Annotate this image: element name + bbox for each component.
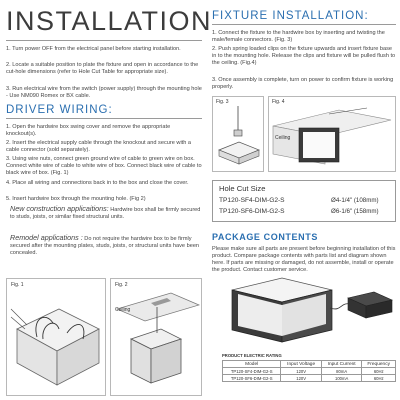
table-cell: TP120-SF4-DIM-G2-S — [223, 368, 281, 375]
driver-step-3: 3. Using wire nuts, connect green ground wire of cable to green wire on box. Connect white wire of cable to white wire of box. Connect black wire of cable to black wire of box. (Fig. 1) — [6, 156, 202, 176]
figure-2 — [110, 278, 202, 396]
hole-cut-size-2: Ø6-1/6" (158mm) — [331, 208, 379, 215]
install-step-3: 3. Run electrical wire from the switch (power supply) through the mounting hole - Use NM090 Romex or BX cable. — [6, 86, 202, 99]
hardwire-box-wiring-illustration — [7, 289, 105, 397]
install-step-1: 1. Turn power OFF from the electrical panel before starting installation. — [6, 46, 181, 52]
hole-cut-model-2: TP120-SF6-DIM-G2-S — [219, 208, 285, 215]
package-contents-text: Please make sure all parts are present before beginning installation of this product. Compare package contents with parts list and diagram shown here. If parts are missing or damaged, do not assemble, install or operate the product. Contact customer service. — [212, 246, 396, 273]
table-cell: 100mA — [321, 375, 362, 382]
table-header-current: Input Current — [321, 361, 362, 368]
figure-3 — [212, 96, 264, 172]
figure-4 — [268, 96, 396, 172]
table-cell: 60Hz — [362, 368, 396, 375]
package-contents-heading: PACKAGE CONTENTS — [212, 232, 318, 242]
fixture-step-1: 1. Connect the fixture to the hardwire box by inserting and twisting the male/female connectors. (Fig. 3) — [212, 30, 385, 43]
hole-cut-size-table — [212, 180, 396, 222]
hole-cut-size-title: Hole Cut Size — [219, 184, 266, 193]
fixture-and-driver-illustration — [212, 272, 396, 352]
fixture-installation-heading: FIXTURE INSTALLATION: — [212, 10, 369, 22]
driver-step-5: 5. Insert hardwire box through the mounting hole. (Fig 2) — [6, 196, 146, 202]
table-row — [223, 368, 396, 375]
remodel-note — [10, 234, 202, 257]
fixture-step-2: 2. Push spring loaded clips on the fixture upwards and insert fixture base in to the mounting hole. Release the clips and fixture will be pulled flush to the ceiling. (Fig.4) — [212, 46, 396, 66]
figure-3-label: Fig. 3 — [216, 99, 229, 105]
fixture-step-3: 3. Once assembly is complete, turn on power to confirm fixture is working properly. — [212, 77, 394, 90]
title-underline — [6, 40, 202, 41]
install-step-2: 2. Locate a suitable position to plate the fixture and open in accordance to the cut-hole dimensions (refer to Hole Cut Table for appropriate size). — [6, 62, 199, 75]
driver-wiring-underline — [6, 118, 202, 119]
hole-cut-model-1: TP120-SF4-DIM-G2-S — [219, 197, 285, 204]
electric-rating-table — [222, 360, 396, 382]
driver-wiring-heading: DRIVER WIRING: — [6, 104, 113, 116]
new-construction-note — [10, 205, 202, 221]
table-header-frequency: Frequency — [362, 361, 396, 368]
page-title: INSTALLATION — [6, 6, 213, 36]
driver-step-2: 2. Insert the electrical supply cable through the knockout and secure with a cable connector (sold separately). — [6, 140, 192, 153]
figure-2-ceiling-label: Ceiling — [115, 307, 131, 313]
table-cell: 120V — [281, 375, 322, 382]
figure-4-ceiling-label: Ceiling — [275, 135, 291, 141]
table-cell: TP120-SF6-DIM-G2-S — [223, 375, 281, 382]
remodel-text: Do not require the hardwire box to be firmly secured after the mounting plates, studs, joists, or structural units have been concealed. — [10, 236, 200, 256]
table-row — [223, 375, 396, 382]
table-cell: 120V — [281, 368, 322, 375]
driver-step-4: 4. Place all wiring and connections back in to the box and close the cover. — [6, 180, 189, 186]
table-cell: 60Hz — [362, 375, 396, 382]
figure-1-label: Fig. 1 — [11, 282, 24, 288]
remodel-label: Remodel applications : — [10, 233, 83, 242]
figure-2-label: Fig. 2 — [115, 282, 128, 288]
figure-4-label: Fig. 4 — [272, 99, 285, 105]
driver-step-1: 1. Open the hardwire box swing cover and remove the appropriate knockout(s). — [6, 124, 171, 137]
fixture-installation-underline — [212, 24, 396, 25]
table-header-voltage: Input Voltage — [281, 361, 322, 368]
hole-cut-size-1: Ø4-1/4" (108mm) — [331, 197, 379, 204]
table-header-row — [223, 361, 396, 368]
table-cell: 80mA — [321, 368, 362, 375]
electric-rating-title: PRODUCT ELECTRIC RATING — [222, 353, 282, 358]
figure-1 — [6, 278, 106, 396]
new-construction-text: Hardwire box shall be firmly secured to studs, joists, or similar fixed structural units. — [10, 207, 201, 220]
hardwire-box-insertion-illustration — [111, 289, 201, 397]
new-construction-label: New construction applicaitions: — [10, 204, 109, 213]
table-header-model: Model — [223, 361, 281, 368]
connector-illustration — [213, 106, 263, 172]
